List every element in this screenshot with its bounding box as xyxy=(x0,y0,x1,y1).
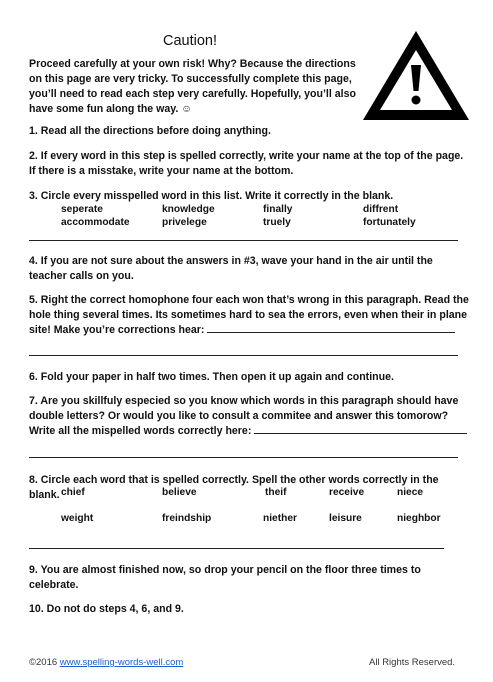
page-title: Caution! xyxy=(163,33,218,49)
footer-rights: All Rights Reserved. xyxy=(369,657,456,668)
intro-paragraph: Proceed carefully at your own risk! Why? Because the directions on this page are very tricky. To successfully complete this page, you’ll need to read each step very carefully. Hopefully, you’ll also have some fun along the way. ☺ xyxy=(29,58,356,115)
list-item[interactable]: seperate xyxy=(61,204,103,215)
copyright-text: ©2016 xyxy=(29,657,58,668)
step-5-text xyxy=(29,293,469,338)
step-10: 10. Do not do steps 4, 6, and 9. xyxy=(29,603,184,615)
step-1: 1. Read all the directions before doing anything. xyxy=(29,125,271,137)
step-7-text xyxy=(29,394,469,439)
step-3: 3. Circle every misspelled word in this list. Write it correctly in the blank. xyxy=(29,190,394,202)
list-item[interactable]: receive xyxy=(329,487,365,498)
answer-line-3[interactable] xyxy=(29,240,458,241)
list-item[interactable]: truely xyxy=(263,217,291,228)
list-item[interactable]: fortunately xyxy=(363,217,416,228)
list-item[interactable]: theif xyxy=(265,487,287,498)
step-5: 5. Right the correct homophone four each won that’s wrong in this paragraph. Read the hole thing several times. Its sometimes hard to sea the errors, even when their in plane site! Make you’re corrections hear: xyxy=(29,294,469,336)
warning-icon xyxy=(360,28,472,123)
list-item[interactable]: privelege xyxy=(162,217,207,228)
answer-line-7[interactable] xyxy=(29,457,458,458)
list-item[interactable]: freindship xyxy=(162,513,212,524)
answer-line-5-inline[interactable] xyxy=(207,323,455,333)
footer-copyright xyxy=(29,657,183,668)
list-item[interactable]: finally xyxy=(263,204,293,215)
website-link[interactable]: www.spelling-words-well.com xyxy=(59,657,184,668)
step-4: 4. If you are not sure about the answers in #3, wave your hand in the air until the teacher calls on you. xyxy=(29,255,433,282)
answer-line-8[interactable] xyxy=(29,548,444,549)
list-item[interactable]: weight xyxy=(61,513,94,524)
list-item[interactable]: nieghbor xyxy=(397,513,441,524)
list-item[interactable]: accommodate xyxy=(61,217,130,228)
step-9: 9. You are almost finished now, so drop your pencil on the floor three times to celebrate. xyxy=(29,564,421,591)
list-item[interactable]: believe xyxy=(162,487,197,498)
step-6: 6. Fold your paper in half two times. Then open it up again and continue. xyxy=(29,371,394,383)
list-item[interactable]: niether xyxy=(263,513,297,524)
answer-line-5[interactable] xyxy=(29,355,458,356)
list-item[interactable]: diffrent xyxy=(363,204,399,215)
list-item[interactable]: leisure xyxy=(329,513,362,524)
step-7: 7. Are you skillfuly especied so you know which words in this paragraph should have double letters? Or would you like to consult a commitee and answer this tomorow? Write all the mispelled words correctly here: xyxy=(29,395,459,437)
list-item[interactable]: knowledge xyxy=(162,204,215,215)
step-8: 8. Circle each word that is spelled correctly. Spell the other words correctly in the blank. xyxy=(29,474,439,501)
answer-line-7-inline[interactable] xyxy=(254,424,467,434)
step-2: 2. If every word in this step is spelled correctly, write your name at the top of the page. If there is a misstake, write your name at the bottom. xyxy=(29,150,464,177)
list-item[interactable]: niece xyxy=(397,487,424,498)
list-item[interactable]: chief xyxy=(61,487,85,498)
